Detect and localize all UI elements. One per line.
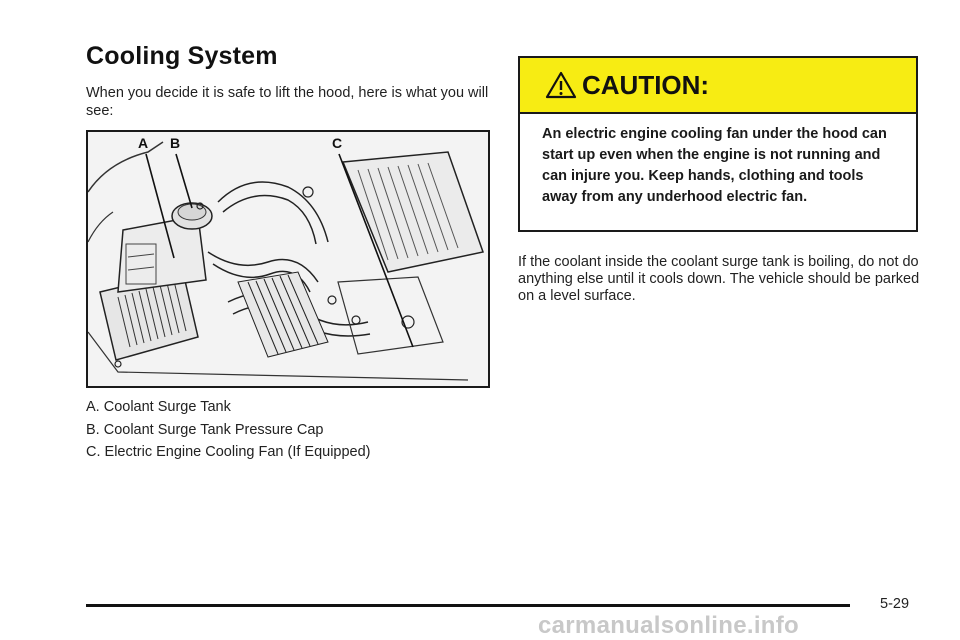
footer-rule [86,604,850,607]
engine-compartment-illustration [86,130,490,388]
figure-legend [86,398,371,466]
caution-title: CAUTION: [582,69,710,100]
legend-item-c: C. Electric Engine Cooling Fan (If Equipped) [86,444,371,460]
caution-text: An electric engine cooling fan under the hood can start up even when the engine is not running and can injure you. Keep hands, clothing and tools away from any underhood electric fan. [542,126,887,205]
caution-header [520,58,916,114]
callout-a: A [138,135,149,151]
legend-item-b: B. Coolant Surge Tank Pressure Cap [86,421,324,438]
watermark: carmanualsonline.info [538,612,800,639]
intro-paragraph: When you decide it is safe to lift the hood, here is what you will see: [86,85,489,119]
section-heading: Cooling System [86,42,278,70]
coolant-boiling-paragraph: If the coolant inside the coolant surge tank is boiling, do not do anything else until it cools down. The vehicle should be parked on a level surface. [518,254,920,304]
warning-triangle-icon [544,70,578,100]
callout-c: C [332,135,343,151]
page-number: 5-29 [880,596,910,612]
caution-box [518,56,918,232]
engine-drawing [88,132,488,386]
legend-item-a: A. Coolant Surge Tank [86,399,231,415]
callout-b: B [170,135,181,151]
